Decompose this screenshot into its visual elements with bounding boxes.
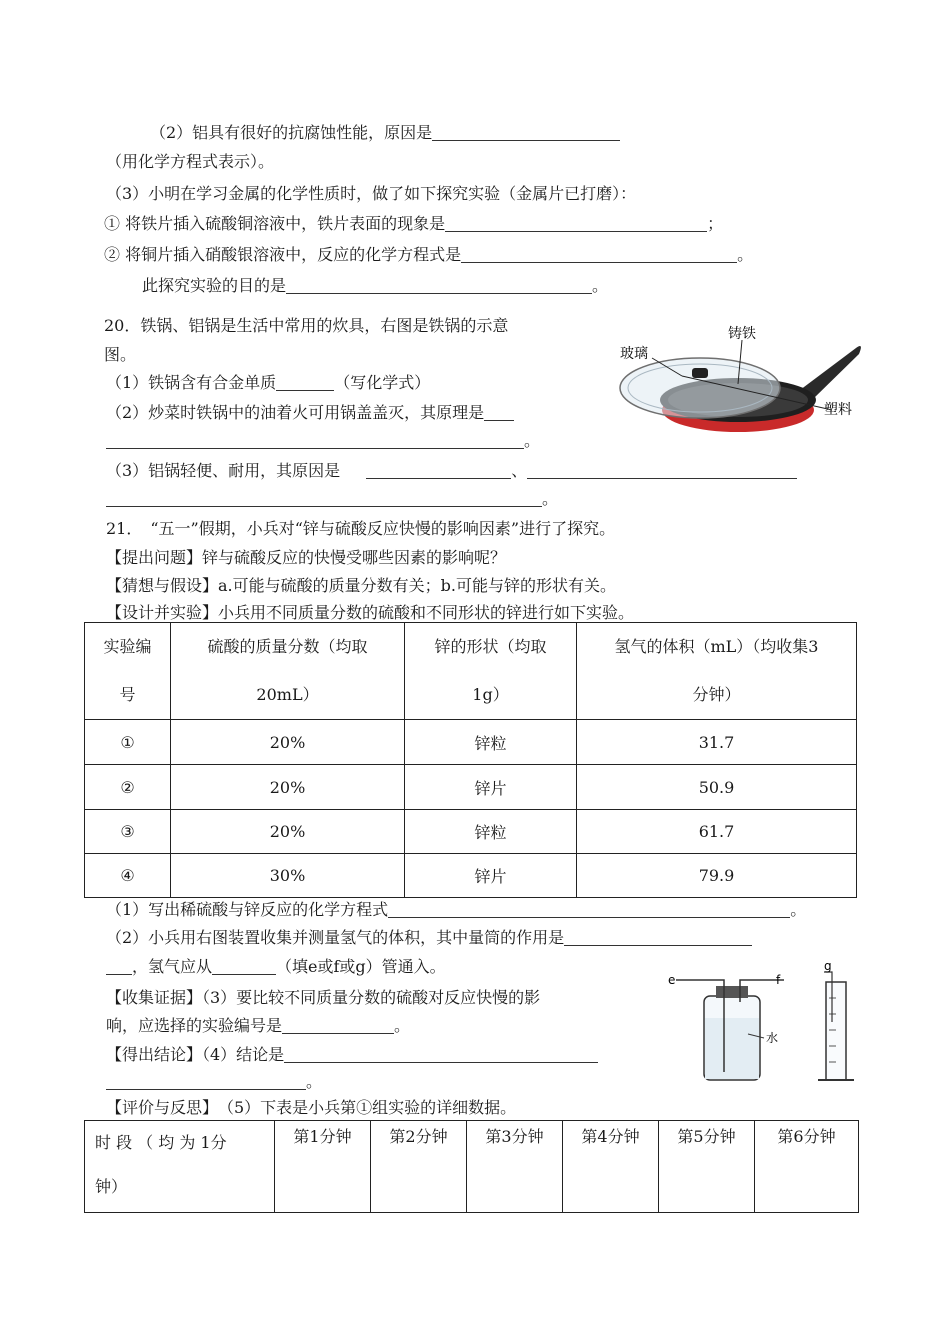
q20-line1: 20．铁锅、铝锅是生活中常用的炊具，右图是铁锅的示意 (104, 316, 509, 335)
q20-line2: 图。 (104, 345, 137, 364)
q19-p3-intro: （3）小明在学习金属的化学性质时，做了如下探究实验（金属片已打磨）： (106, 184, 637, 203)
header-cell: 第2分钟 (371, 1121, 467, 1213)
label-e: e (668, 973, 676, 987)
experiment-table (84, 622, 857, 898)
graduated-cylinder (826, 982, 846, 1080)
q20-p3-cont: 。 (106, 489, 558, 509)
label-water: 水 (766, 1031, 779, 1045)
q19-p2-line1: （2）铝具有很好的抗腐蚀性能，原因是 (150, 123, 620, 143)
answer-blank[interactable] (388, 902, 790, 918)
header-cell: 第6分钟 (755, 1121, 859, 1213)
label-g: g (824, 962, 832, 973)
stopper (716, 986, 748, 998)
header-cell: 硫酸的质量分数（均取 20mL） (171, 623, 405, 720)
q21-hypothesis: 【猜想与假设】a.可能与硫酸的质量分数有关；b.可能与锌的形状有关。 (106, 576, 616, 595)
q21-p2: （2）小兵用右图装置收集并测量氢气的体积，其中量筒的作用是 (106, 928, 752, 948)
q20-p1: （1）铁锅含有合金单质 （写化学式） (106, 373, 431, 392)
label-plastic: 塑料 (824, 402, 852, 418)
q19-p2-line2: （用化学方程式表示）。 (106, 152, 275, 171)
table-header-row (85, 1121, 859, 1213)
answer-blank[interactable] (106, 959, 132, 975)
q19-p3-step2: ② 将铜片插入硝酸银溶液中，反应的化学方程式是 。 (104, 245, 754, 264)
answer-blank[interactable] (212, 959, 276, 975)
answer-blank[interactable] (527, 463, 797, 479)
table-row: ② 20% 锌片 50.9 (85, 765, 857, 810)
answer-blank[interactable] (106, 491, 542, 507)
label-cast-iron: 铸铁 (728, 326, 756, 342)
answer-blank[interactable] (106, 433, 524, 449)
q21-evidence2: 响，应选择的实验编号是 。 (106, 1016, 411, 1035)
answer-blank[interactable] (282, 1018, 394, 1034)
q19-p3-purpose: 此探究实验的目的是 。 (142, 276, 609, 295)
answer-blank[interactable] (284, 1047, 598, 1063)
header-cell: 第1分钟 (275, 1121, 371, 1213)
header-cell: 实验编 号 (85, 623, 171, 720)
table-header-row (85, 623, 857, 720)
q21-conclusion: 【得出结论】（4）结论是 (106, 1045, 598, 1065)
header-cell: 第3分钟 (467, 1121, 563, 1213)
q21-line1: 21． “五一”假期，小兵对“锌与硫酸反应快慢的影响因素”进行了探究。 (106, 519, 616, 538)
header-cell: 氢气的体积（mL）（均收集3 分钟） (577, 623, 857, 720)
lid-knob (692, 368, 708, 378)
answer-blank[interactable] (432, 125, 620, 141)
water-level (705, 1018, 759, 1079)
label-glass: 玻璃 (620, 346, 648, 362)
answer-blank[interactable] (276, 375, 334, 391)
table-row: ④ 30% 锌片 79.9 (85, 854, 857, 898)
q21-p1: （1）写出稀硫酸与锌反应的化学方程式 。 (106, 900, 807, 919)
time-table (84, 1120, 859, 1213)
answer-blank[interactable] (106, 1074, 306, 1090)
answer-blank[interactable] (286, 278, 592, 294)
q19-p3-step1: ① 将铁片插入硫酸铜溶液中，铁片表面的现象是 ； (104, 214, 724, 233)
answer-blank[interactable] (564, 930, 752, 946)
header-cell: 第5分钟 (659, 1121, 755, 1213)
header-cell: 第4分钟 (563, 1121, 659, 1213)
table-row: ③ 20% 锌粒 61.7 (85, 810, 857, 854)
header-cell: 时 段 （ 均 为 1分 钟） (85, 1121, 275, 1213)
answer-blank[interactable] (484, 405, 514, 421)
wok-diagram (612, 318, 872, 438)
q21-design: 【设计并实验】小兵用不同质量分数的硫酸和不同形状的锌进行如下实验。 (106, 603, 635, 622)
answer-blank[interactable] (366, 463, 511, 479)
q21-evidence: 【收集证据】（3）要比较不同质量分数的硫酸对反应快慢的影 (106, 988, 541, 1007)
gas-collection-apparatus (666, 962, 866, 1086)
answer-blank[interactable] (445, 216, 707, 232)
table-row: ① 20% 锌粒 31.7 (85, 720, 857, 765)
q20-p3: （3）铝锅轻便、耐用，其原因是 、 (106, 461, 797, 481)
header-cell: 锌的形状（均取 1g） (405, 623, 577, 720)
q20-p2: （2）炒菜时铁锅中的油着火可用锅盖盖灭，其原理是 (106, 403, 514, 423)
q21-conclusion-cont: 。 (106, 1072, 322, 1092)
answer-blank[interactable] (461, 247, 737, 263)
q21-question: 【提出问题】锌与硫酸反应的快慢受哪些因素的影响呢？ (106, 548, 507, 567)
glass-lid (620, 358, 780, 418)
label-f: f (776, 973, 781, 987)
q20-p2-cont: 。 (106, 431, 540, 451)
q21-p2-cont: ，氢气应从 （填e或f或g）管通入。 (106, 957, 446, 977)
q21-reflection: 【评价与反思】 （5）下表是小兵第①组实验的详细数据。 (106, 1098, 517, 1117)
